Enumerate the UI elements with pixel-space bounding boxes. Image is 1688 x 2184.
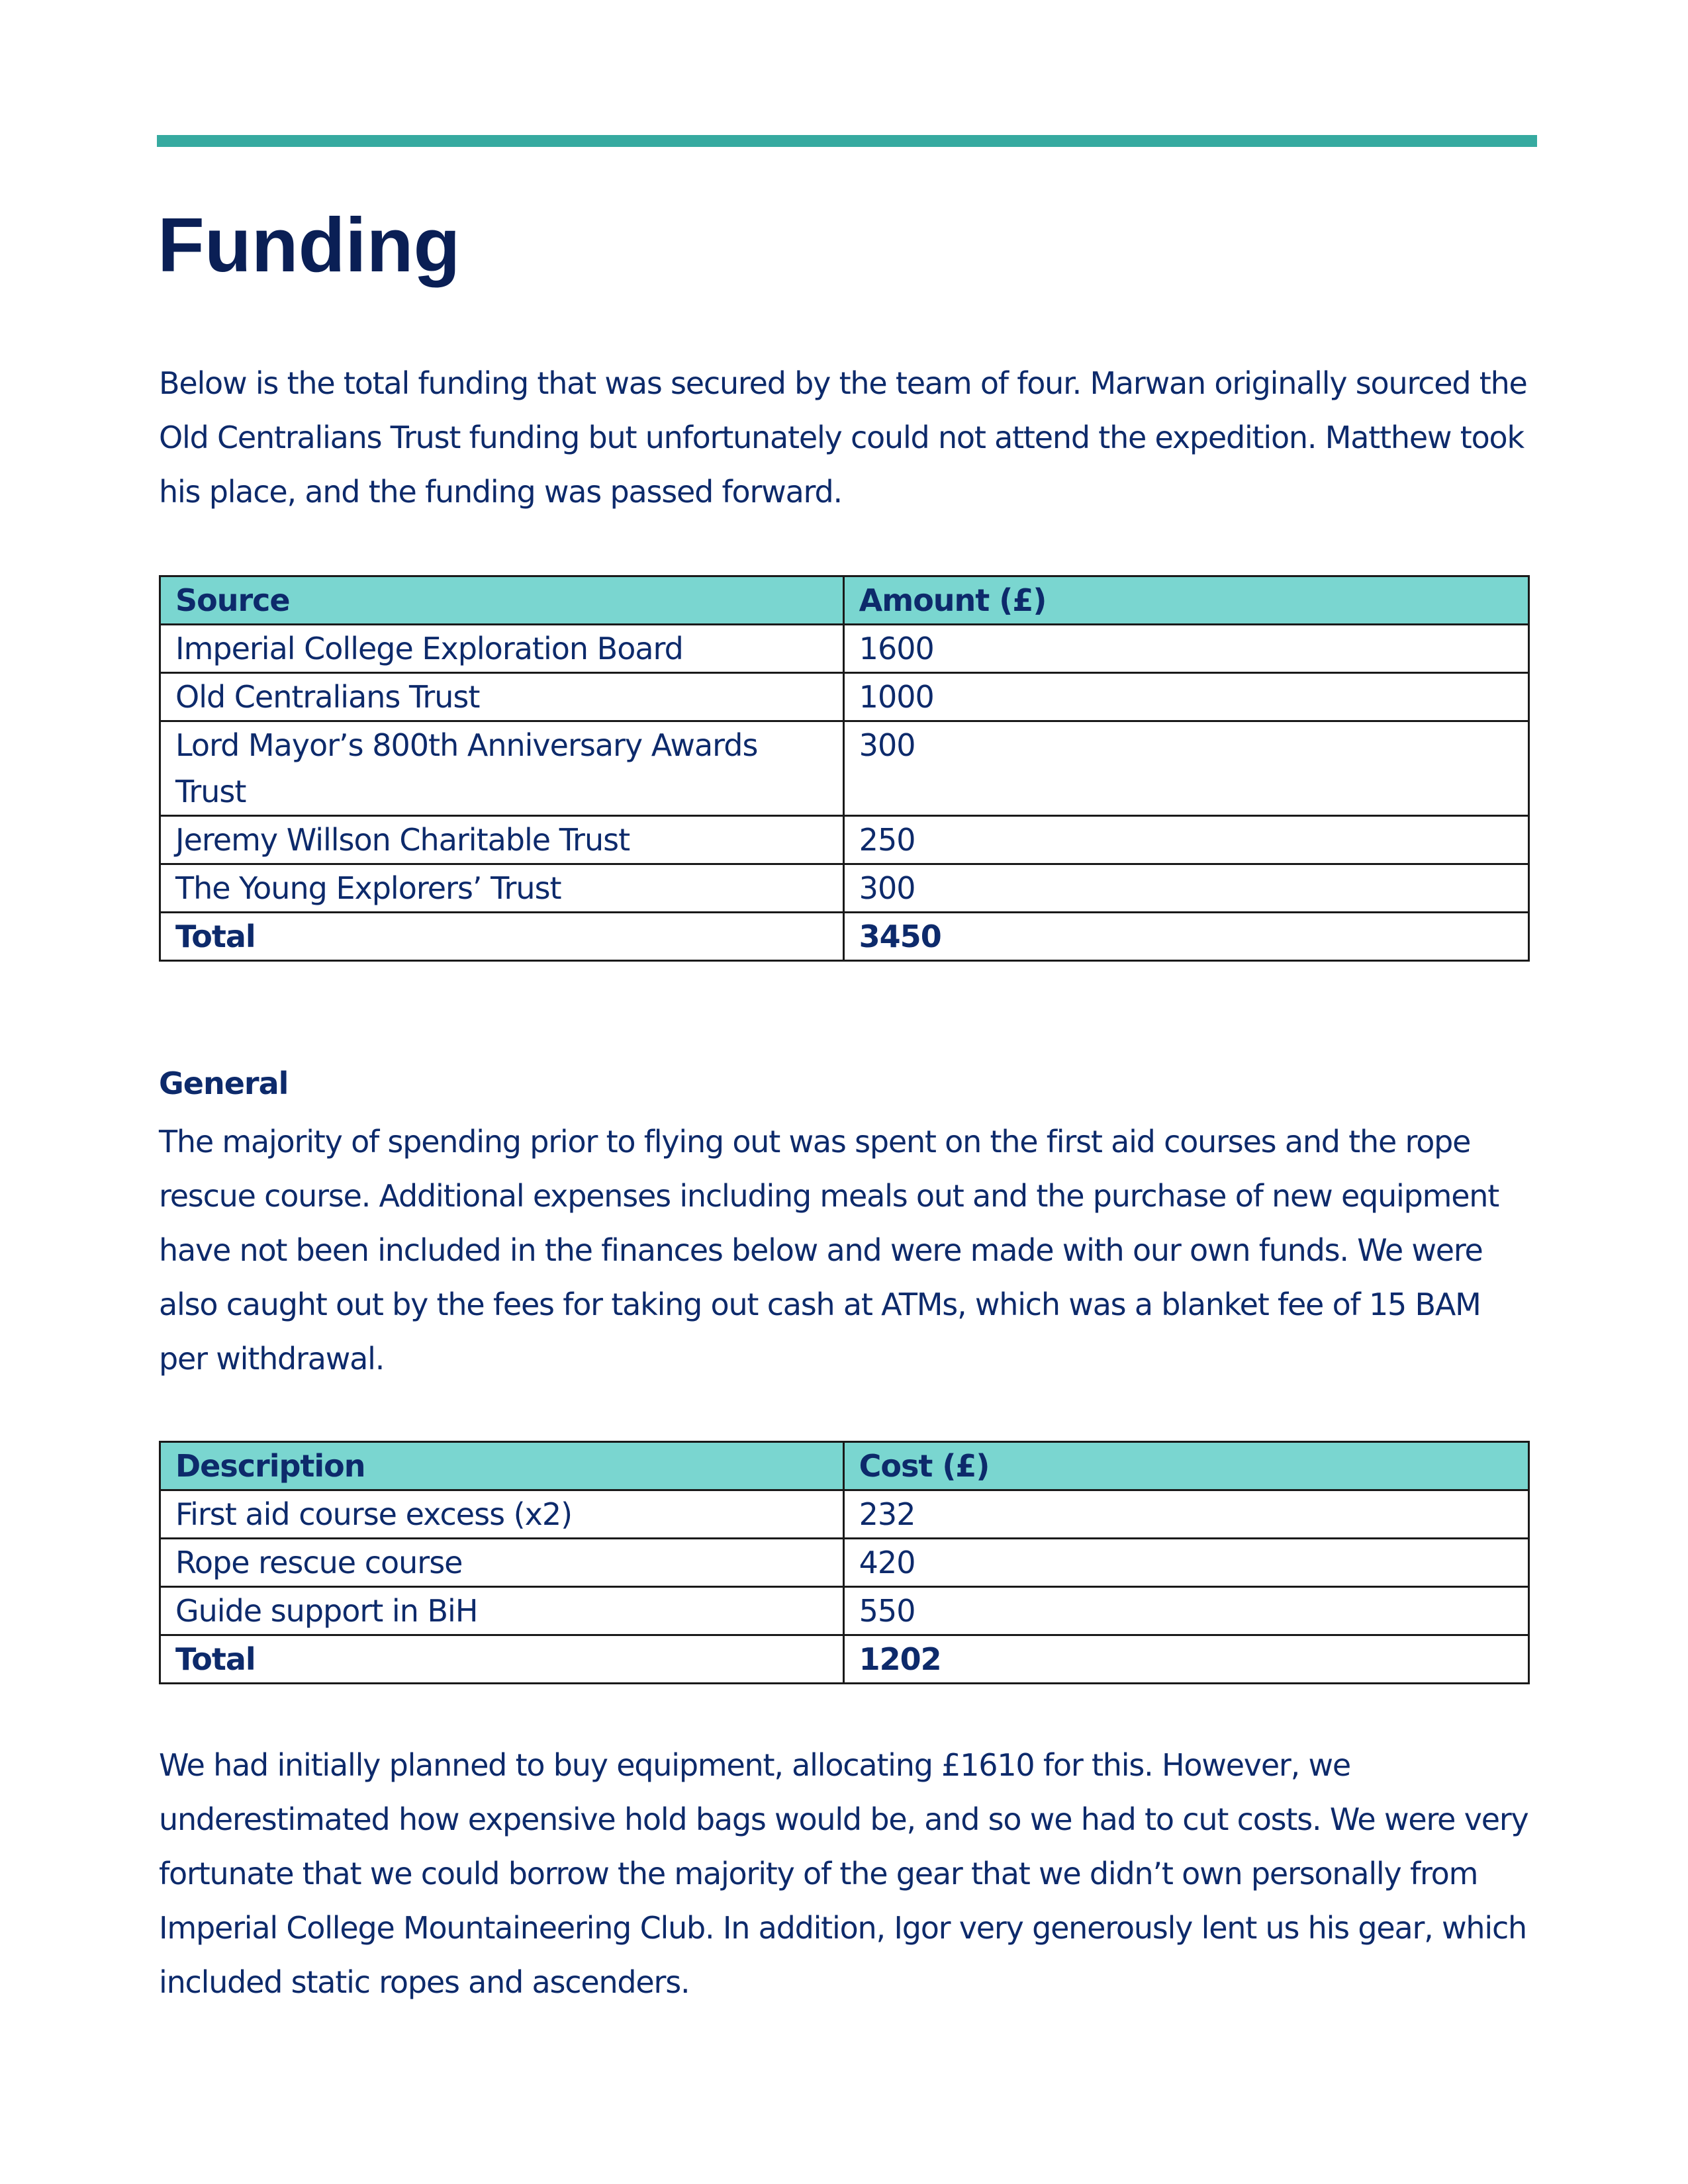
cost-table	[159, 1441, 1530, 1684]
source-cell: Old Centralians Trust	[160, 673, 844, 721]
table-header-row	[160, 576, 1529, 625]
general-paragraph: The majority of spending prior to flying out was spent on the first aid courses and the rope rescue course. Additional expenses including meals out and the purchase of new equipment have not been included in the finances below and were made with our own funds. We were also caught out by the fees for taking out cash at ATMs, which was a blanket fee of 15 BAM per withdrawal.	[159, 1124, 1499, 1377]
amount-cell: 1600	[843, 625, 1528, 673]
table-row	[160, 721, 1529, 816]
page-title: Funding	[158, 202, 461, 288]
amount-cell: 300	[843, 721, 1528, 816]
table-header-row	[160, 1442, 1529, 1490]
description-cell: First aid course excess (x2)	[160, 1490, 844, 1539]
table-total-row	[160, 913, 1529, 961]
closing-paragraph: We had initially planned to buy equipment, allocating £1610 for this. However, we underestimated how expensive hold bags would be, and so we had to cut costs. We were very fortunate that we could borrow the majority of the gear that we didn’t own personally from Imperial College Mountaineering Club. In addition, Igor very generously lent us his gear, which included static ropes and ascenders.	[159, 1747, 1528, 2000]
total-value: 3450	[843, 913, 1528, 961]
total-label: Total	[160, 1635, 844, 1684]
total-label: Total	[160, 913, 844, 961]
column-header-description: Description	[160, 1442, 844, 1490]
table-row	[160, 864, 1529, 913]
accent-divider-bar	[157, 135, 1537, 147]
funding-table	[159, 575, 1530, 962]
description-cell: Guide support in BiH	[160, 1587, 844, 1635]
table-row	[160, 625, 1529, 673]
table-row	[160, 1490, 1529, 1539]
cost-cell: 420	[843, 1539, 1528, 1587]
amount-cell: 250	[843, 816, 1528, 864]
source-cell: The Young Explorers’ Trust	[160, 864, 844, 913]
cost-cell: 232	[843, 1490, 1528, 1539]
table-row	[160, 673, 1529, 721]
column-header-amount: Amount (£)	[843, 576, 1528, 625]
table-row	[160, 1539, 1529, 1587]
table-row	[160, 816, 1529, 864]
total-value: 1202	[843, 1635, 1528, 1684]
cost-cell: 550	[843, 1587, 1528, 1635]
source-cell: Imperial College Exploration Board	[160, 625, 844, 673]
table-row	[160, 1587, 1529, 1635]
amount-cell: 1000	[843, 673, 1528, 721]
column-header-source: Source	[160, 576, 844, 625]
section-heading-general: General	[159, 1066, 289, 1101]
source-cell: Lord Mayor’s 800th Anniversary Awards Trust	[160, 721, 844, 816]
source-cell: Jeremy Willson Charitable Trust	[160, 816, 844, 864]
intro-paragraph: Below is the total funding that was secured by the team of four. Marwan originally sourced the Old Centralians Trust funding but unfortunately could not attend the expedition. Matthew took his place, and the funding was passed forward.	[159, 365, 1527, 510]
amount-cell: 300	[843, 864, 1528, 913]
column-header-cost: Cost (£)	[843, 1442, 1528, 1490]
description-cell: Rope rescue course	[160, 1539, 844, 1587]
table-total-row	[160, 1635, 1529, 1684]
